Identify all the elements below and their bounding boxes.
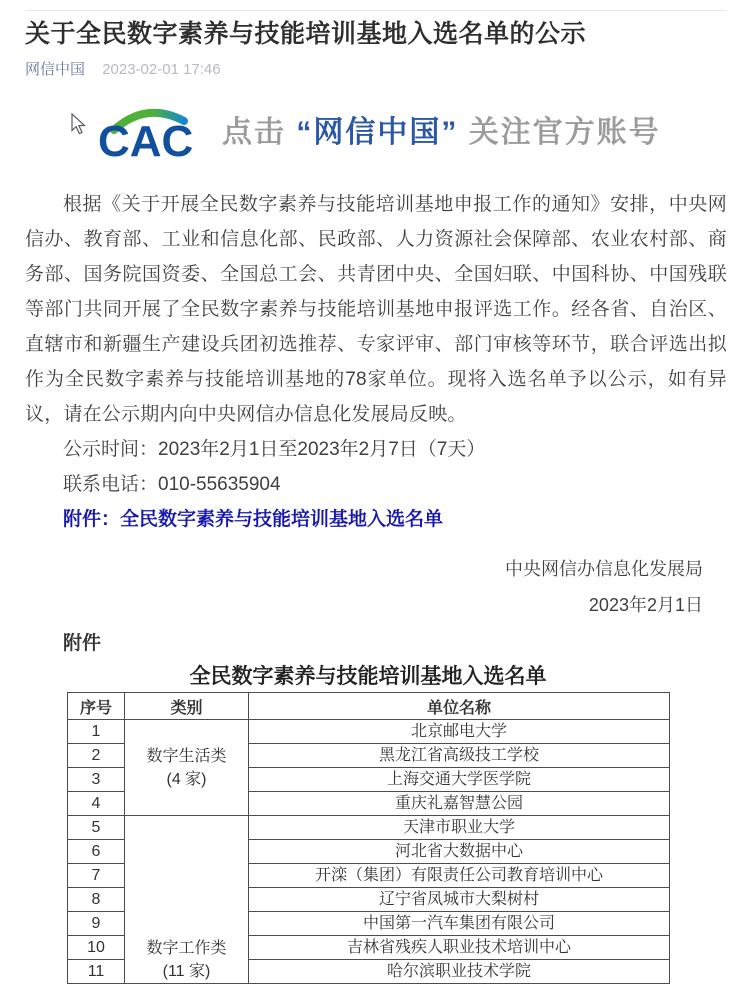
row-index: 4	[68, 792, 125, 816]
issue-date: 2023年2月1日	[588, 595, 703, 615]
category-name: 数字生活类	[146, 747, 227, 765]
article-page	[0, 10, 753, 984]
row-index: 3	[68, 768, 125, 792]
article-paragraph: 根据《关于开展全民数字素养与技能培训基地申报工作的通知》安排，中央网信办、教育部、工业和信息化部、民政部、人力资源社会保障部、农业农村部、商务部、国务院国资委、全国总工会、共青团中央、全国妇联、中国科协、中国残联等部门共同开展了全民数字素养与技能培训基地申报评选工作。经各省、自治区、直辖市和新疆生产建设兵团初选推荐、专家评审、部门审核等环节，联合评选出拟作为全民数字素养与技能培训基地的78家单位。现将入选名单予以公示，如有异议，请在公示期内向中央网信办信息化发展局反映。	[25, 194, 727, 425]
article-meta	[25, 61, 727, 79]
banner-text-suffix: 关注官方账号	[468, 116, 661, 149]
selected-bases-table	[67, 692, 670, 984]
row-index: 10	[68, 936, 125, 960]
row-index: 9	[68, 912, 125, 936]
unit-name: 中国第一汽车集团有限公司	[249, 912, 670, 936]
cac-logo-text: CAC	[98, 117, 194, 161]
table-row	[68, 816, 670, 840]
unit-name: 北京邮电大学	[249, 720, 670, 744]
unit-name: 开滦（集团）有限责任公司教育培训中心	[249, 864, 670, 888]
page-title: 关于全民数字素养与技能培训基地入选名单的公示	[25, 20, 587, 48]
unit-name: 辽宁省凤城市大梨树村	[249, 888, 670, 912]
unit-name: 重庆礼嘉智慧公园	[249, 792, 670, 816]
issuer: 中央网信办信息化发展局	[505, 559, 703, 579]
top-divider	[25, 10, 727, 11]
category-name: 数字工作类	[146, 940, 227, 957]
official-account-banner[interactable]	[25, 92, 727, 166]
banner-text-prefix: 点击	[222, 116, 286, 149]
table-title: 全民数字素养与技能培训基地入选名单	[189, 664, 547, 688]
unit-name: 吉林省残疾人职业技术培训中心	[249, 936, 670, 960]
unit-name: 哈尔滨职业技术学院	[249, 960, 670, 984]
unit-name: 上海交通大学医学院	[249, 768, 670, 792]
contact-phone: 联系电话：010-55635904	[63, 474, 281, 495]
row-index: 11	[68, 960, 125, 984]
row-index: 6	[68, 840, 125, 864]
cac-logo-icon	[98, 97, 194, 161]
attachment-link[interactable]: 附件：全民数字素养与技能培训基地入选名单	[63, 509, 444, 530]
publicity-period: 公示时间：2023年2月1日至2023年2月7日（7天）	[63, 439, 486, 460]
category-cell-digital-life	[125, 720, 249, 816]
mouse-cursor-icon	[71, 113, 86, 135]
col-header-unit: 单位名称	[249, 693, 670, 720]
source-account-link[interactable]: 网信中国	[25, 61, 86, 78]
table-row	[68, 720, 670, 744]
banner-text-highlight: “网信中国”	[296, 116, 459, 149]
row-index: 5	[68, 816, 125, 840]
unit-name: 黑龙江省高级技工学校	[249, 744, 670, 768]
signature-block	[25, 551, 727, 623]
publish-datetime: 2023-02-01 17:46	[102, 61, 221, 78]
attachment-label: 附件	[63, 633, 102, 654]
banner-slogan	[222, 107, 661, 151]
col-header-index: 序号	[68, 693, 125, 720]
category-count: (11 家)	[162, 963, 211, 980]
row-index: 1	[68, 720, 125, 744]
row-index: 8	[68, 888, 125, 912]
row-index: 2	[68, 744, 125, 768]
category-count: (4 家)	[166, 770, 207, 788]
row-index: 7	[68, 864, 125, 888]
unit-name: 河北省大数据中心	[249, 840, 670, 864]
col-header-category: 类别	[125, 693, 249, 720]
table-header-row	[68, 693, 670, 720]
unit-name: 天津市职业大学	[249, 816, 670, 840]
category-cell-digital-work	[125, 816, 249, 984]
